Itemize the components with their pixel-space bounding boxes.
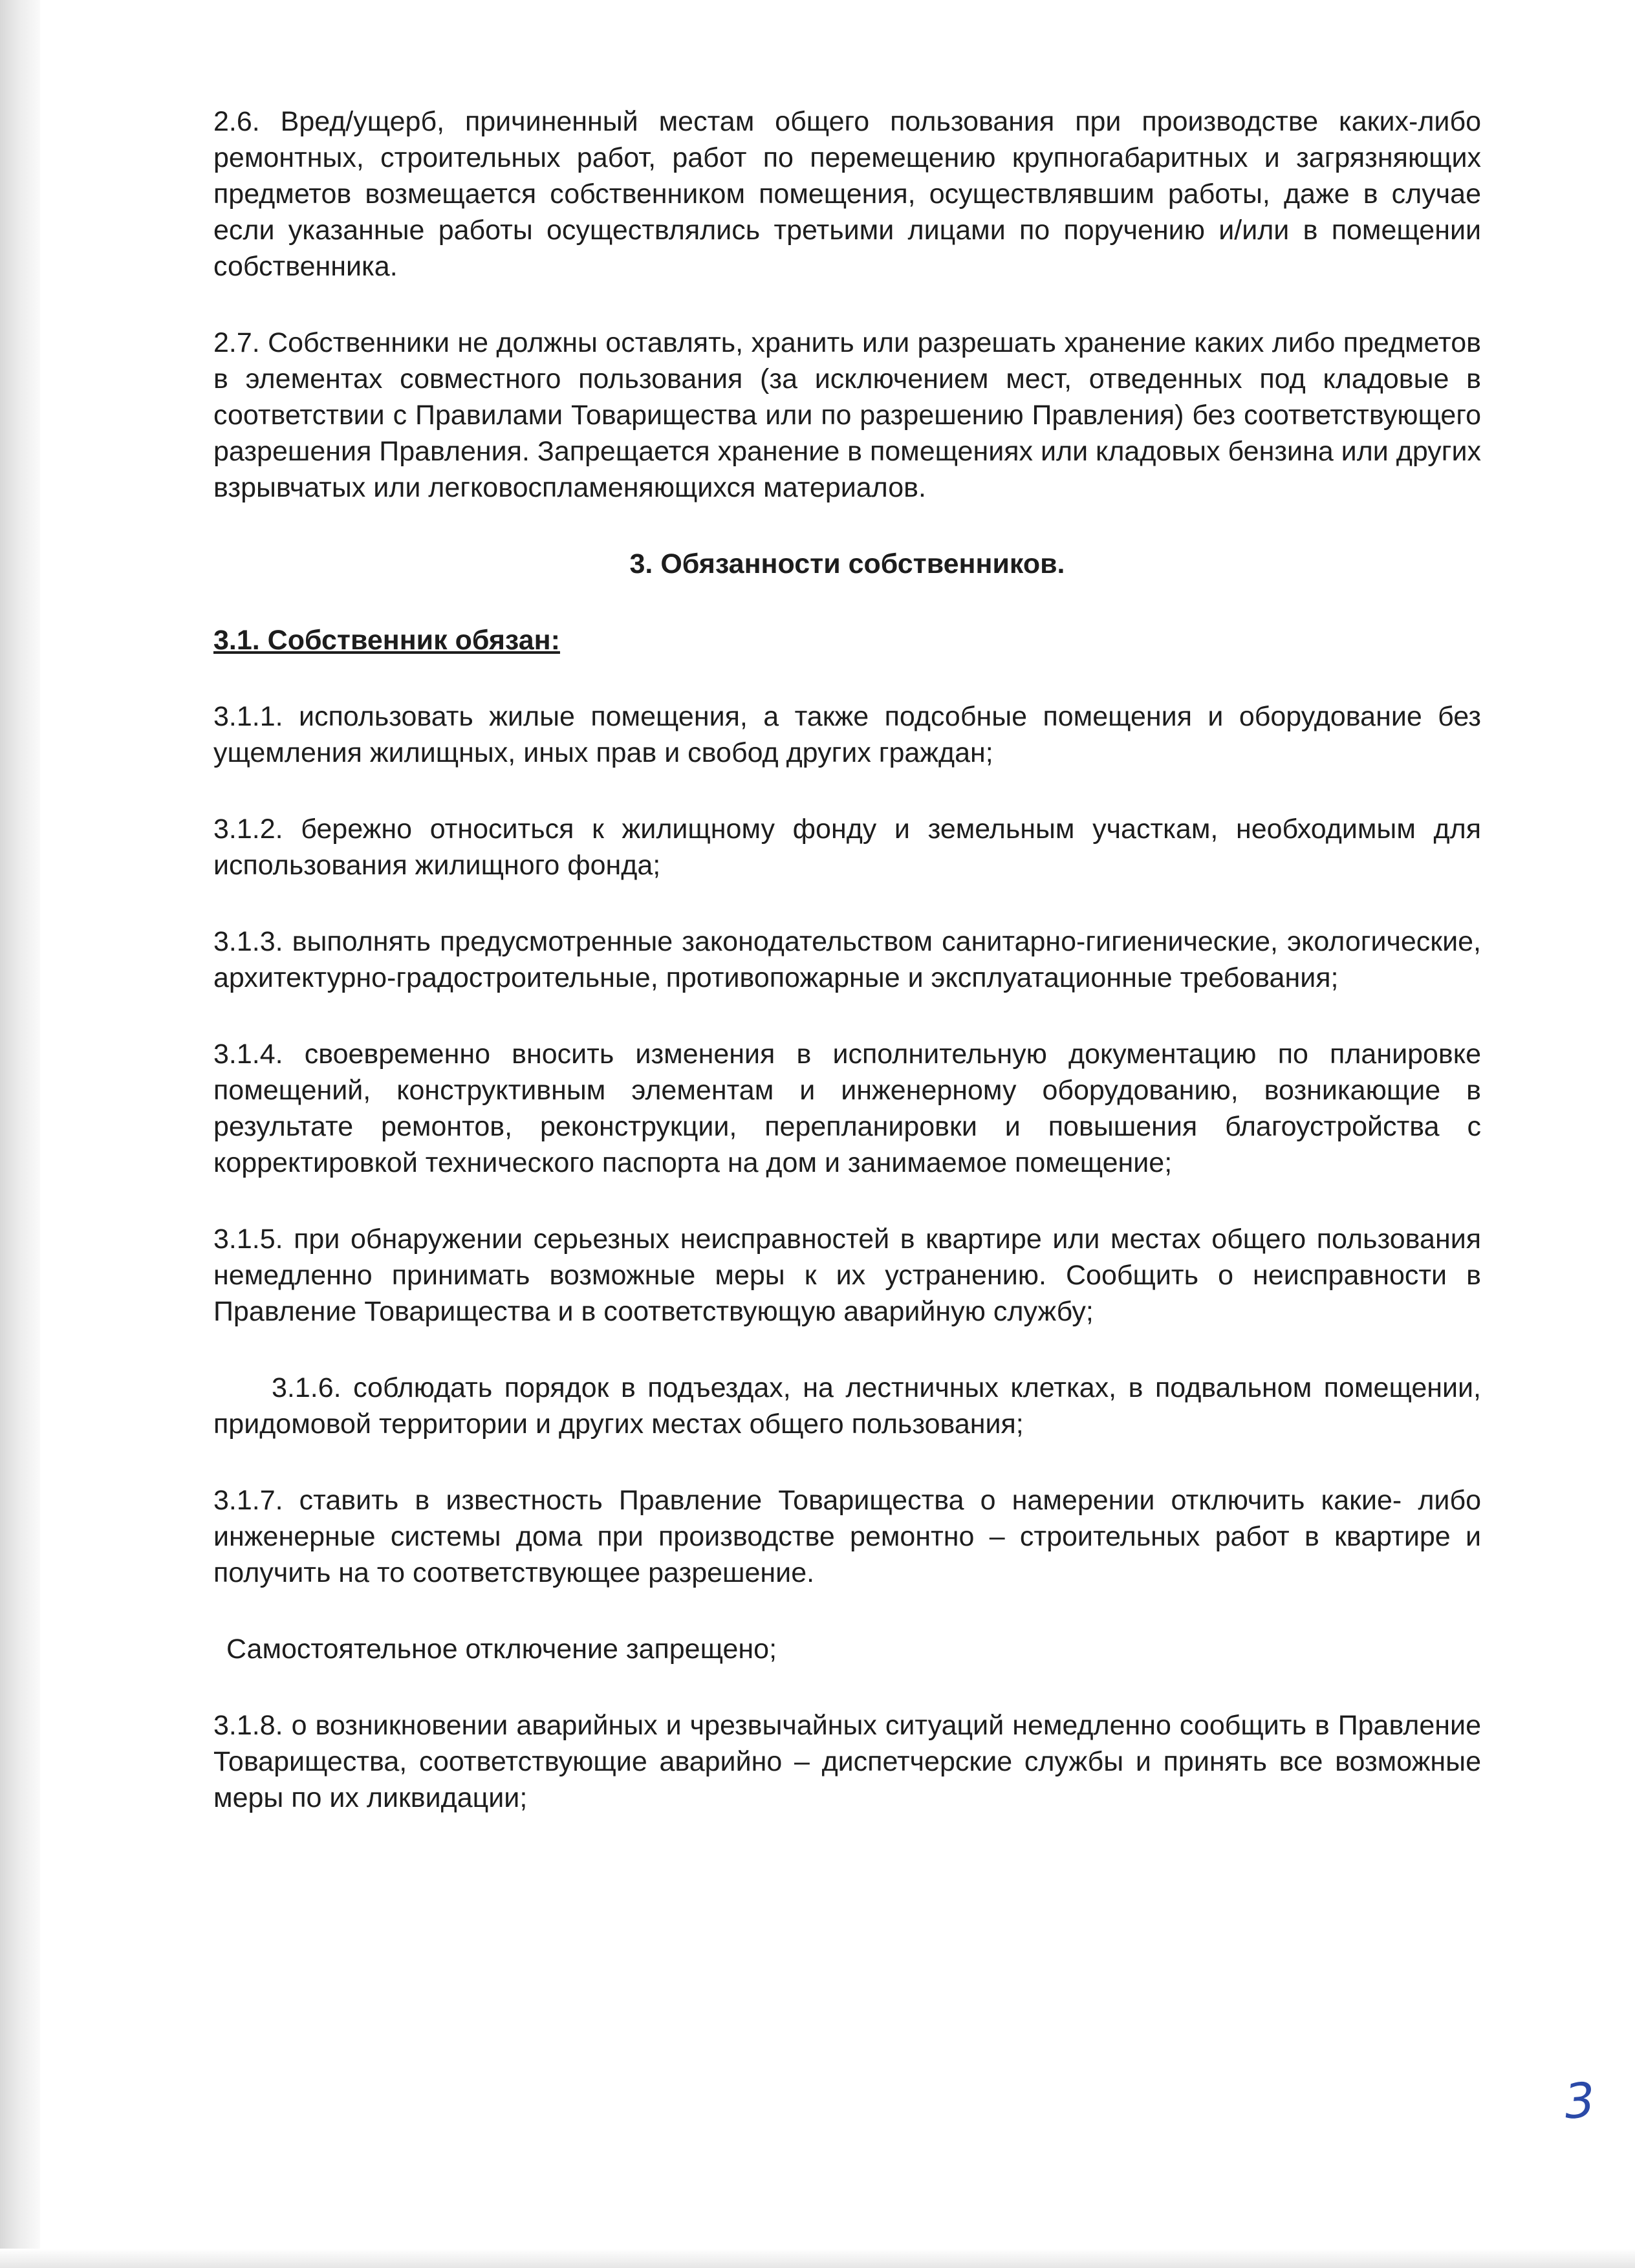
note-self-disconnect: Самостоятельное отключение запрещено; bbox=[226, 1634, 777, 1665]
item-3-1-8: 3.1.8. о возникновении аварийных и чрезвычайных ситуаций немедленно сообщить в Правление Товарищества, соответствующие аварийно – диспетчерские службы и принять все возможные меры по их ликвидации; bbox=[213, 1710, 1481, 1813]
item-3-1-1: 3.1.1. использовать жилые помещения, а также подсобные помещения и оборудование без ущемления жилищных, иных прав и свобод других граждан; bbox=[213, 701, 1481, 768]
scan-shadow-left bbox=[0, 0, 40, 2268]
item-3-1-5: 3.1.5. при обнаружении серьезных неисправностей в квартире или местах общего пользования немедленно принимать возможные меры к их устранению. Сообщить о неисправности в Правление Товарищества и в соответствующую аварийную службу; bbox=[213, 1224, 1481, 1327]
paragraph-2-7: 2.7. Собственники не должны оставлять, хранить или разрешать хранение каких либо предметов в элементах совместного пользования (за исключением мест, отведенных под кладовые в соответствии с Правилами Товарищества или по разрешению Правления) без соответствующего разрешения Правления. Запрещается хранение в помещениях или кладовых бензина или других взрывчатых или легковоспламеняющихся материалов. bbox=[213, 327, 1481, 503]
item-3-1-7: 3.1.7. ставить в известность Правление Товарищества о намерении отключить какие- либо инженерные системы дома при производстве ремонтно – строительных работ в квартире и получить на то соответствующее разрешение. bbox=[213, 1485, 1481, 1588]
item-3-1-3: 3.1.3. выполнять предусмотренные законодательством санитарно-гигиенические, экологические, архитектурно-градостроительные, противопожарные и эксплуатационные требования; bbox=[213, 926, 1481, 993]
item-3-1-2: 3.1.2. бережно относиться к жилищному фонду и земельным участкам, необходимым для использования жилищного фонда; bbox=[213, 814, 1481, 881]
item-3-1-4: 3.1.4. своевременно вносить изменения в исполнительную документацию по планировке помещений, конструктивным элементам и инженерному оборудованию, возникающие в результате ремонтов, реконструкции, перепланировки и повышения благоустройства с корректировкой технического паспорта на дом и занимаемое помещение; bbox=[213, 1039, 1481, 1178]
page-number: 3 bbox=[1562, 2072, 1597, 2130]
subsection-heading: 3.1. Собственник обязан: bbox=[213, 625, 560, 656]
document-page bbox=[213, 103, 1481, 2141]
paragraph-2-6: 2.6. Вред/ущерб, причиненный местам общего пользования при производстве каких-либо ремонтных, строительных работ, работ по перемещению крупногабаритных и загрязняющих предметов возмещается собственником помещения, осуществлявшим работы, даже в случае если указанные работы осуществлялись третьими лицами по поручению и/или в помещении собственника. bbox=[213, 106, 1481, 282]
item-3-1-6: 3.1.6. соблюдать порядок в подъездах, на лестничных клетках, в подвальном помещении, придомовой территории и других местах общего пользования; bbox=[213, 1372, 1481, 1440]
section-heading: 3. Обязанности собственников. bbox=[629, 548, 1065, 579]
scan-shadow-bottom bbox=[0, 2249, 1635, 2268]
